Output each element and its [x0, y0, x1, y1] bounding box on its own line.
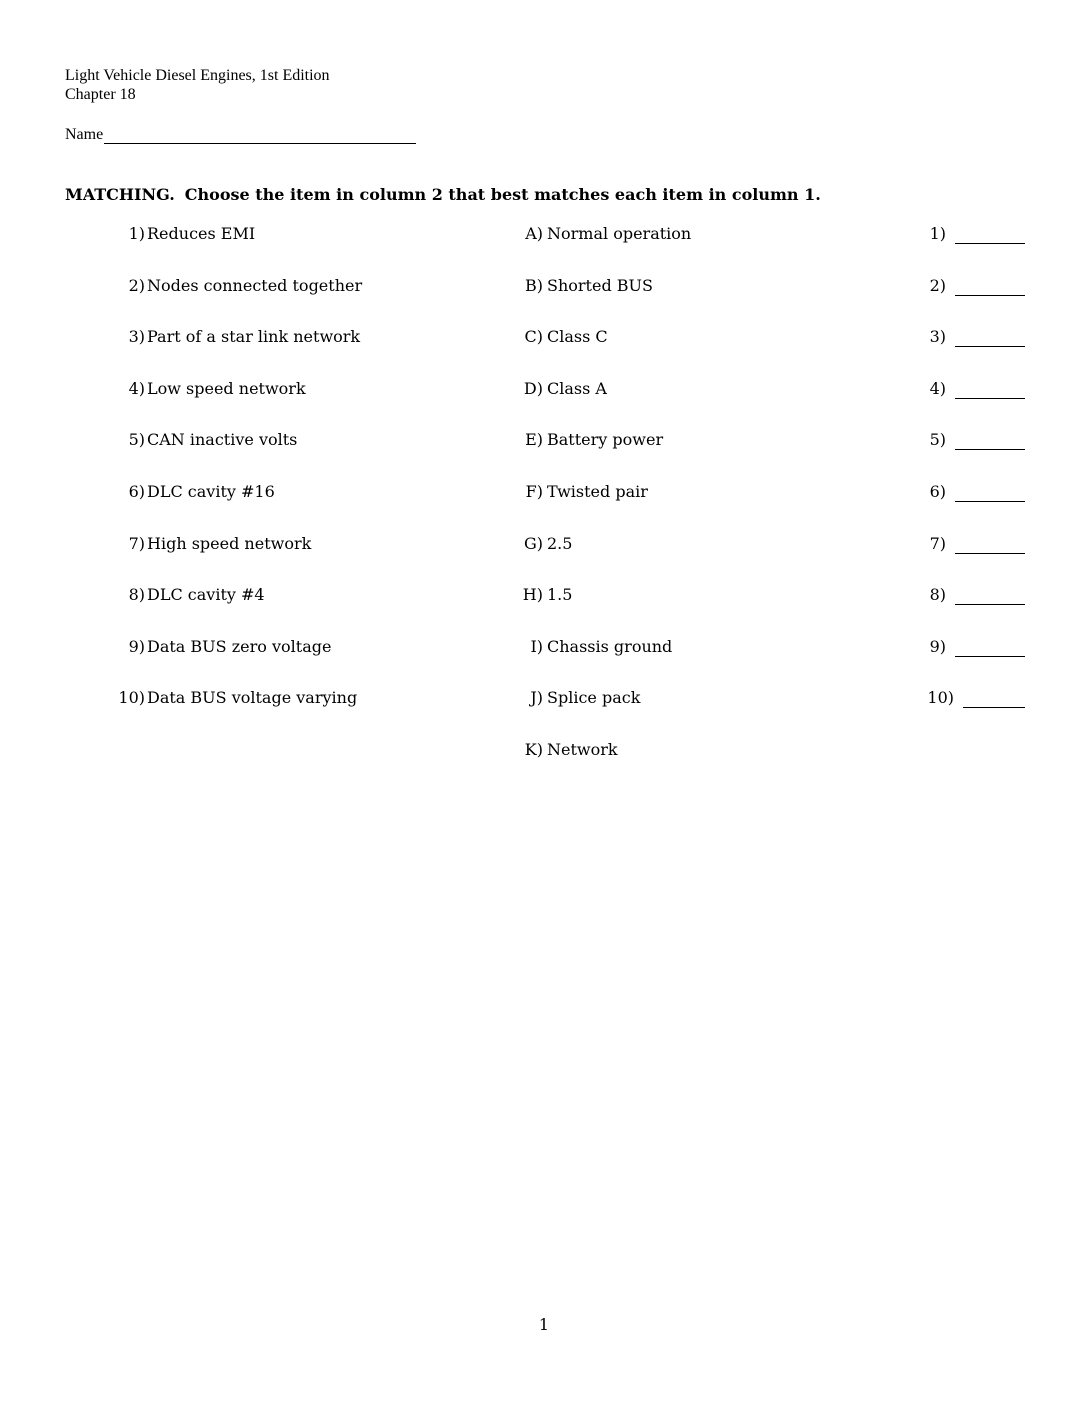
chapter-label: Chapter 18 — [65, 86, 136, 103]
answer-number: 7) — [929, 534, 946, 553]
column1-item-number: 5) — [128, 430, 145, 449]
column2-item-letter: K) — [524, 740, 543, 759]
column1-item-text: DLC cavity #4 — [147, 585, 265, 604]
column1-item-text: High speed network — [147, 534, 312, 553]
column2-item-text: Shorted BUS — [547, 276, 653, 295]
answer-blank-line[interactable] — [955, 243, 1025, 244]
answer-number: 1) — [929, 224, 946, 243]
column2-item-letter: J) — [530, 688, 543, 707]
column2-item-letter: D) — [523, 379, 543, 398]
column2-item-text: Chassis ground — [547, 637, 673, 656]
matching-row — [0, 585, 1088, 609]
matching-row — [0, 379, 1088, 403]
column1-item-text: Data BUS voltage varying — [147, 688, 358, 707]
matching-row — [0, 224, 1088, 248]
column1-item-text: Reduces EMI — [147, 224, 256, 243]
column2-item-text: Class A — [547, 379, 607, 398]
column1-item-text: Part of a star link network — [147, 327, 361, 346]
name-blank-line[interactable] — [104, 125, 416, 144]
column2-item-text: 1.5 — [547, 585, 573, 604]
column1-item-text: CAN inactive volts — [147, 430, 298, 449]
column2-item-letter: B) — [525, 276, 543, 295]
answer-blank-line[interactable] — [955, 501, 1025, 502]
column1-item-text: Data BUS zero voltage — [147, 637, 332, 656]
name-field-row — [65, 125, 416, 144]
document-header — [65, 66, 330, 104]
instructions-label: MATCHING. — [65, 185, 175, 204]
answer-number: 10) — [927, 688, 954, 707]
column1-item-number: 7) — [128, 534, 145, 553]
answer-number: 6) — [929, 482, 946, 501]
matching-row — [0, 637, 1088, 661]
matching-row — [0, 534, 1088, 558]
column1-item-number: 6) — [128, 482, 145, 501]
matching-row — [0, 327, 1088, 351]
column2-item-letter: H) — [522, 585, 543, 604]
instructions — [65, 185, 821, 204]
answer-blank-line[interactable] — [955, 656, 1025, 657]
answer-blank-line[interactable] — [963, 707, 1025, 708]
matching-row — [0, 688, 1088, 712]
answer-blank-line[interactable] — [955, 449, 1025, 450]
matching-row — [0, 740, 1088, 764]
column2-item-text: Splice pack — [547, 688, 641, 707]
column2-item-text: Normal operation — [547, 224, 692, 243]
column2-item-text: Twisted pair — [547, 482, 648, 501]
answer-number: 3) — [929, 327, 946, 346]
column1-item-text: Low speed network — [147, 379, 306, 398]
answer-blank-line[interactable] — [955, 346, 1025, 347]
answer-blank-line[interactable] — [955, 398, 1025, 399]
instructions-text: Choose the item in column 2 that best matches each item in column 1. — [184, 185, 821, 204]
answer-blank-line[interactable] — [955, 604, 1025, 605]
column1-item-text: Nodes connected together — [147, 276, 363, 295]
answer-number: 2) — [929, 276, 946, 295]
column1-item-number: 3) — [128, 327, 145, 346]
column2-item-text: Battery power — [547, 430, 664, 449]
column2-item-text: 2.5 — [547, 534, 573, 553]
column2-item-letter: C) — [524, 327, 543, 346]
matching-row — [0, 482, 1088, 506]
column1-item-number: 1) — [128, 224, 145, 243]
column2-item-text: Network — [547, 740, 618, 759]
column1-item-text: DLC cavity #16 — [147, 482, 275, 501]
column2-item-letter: G) — [523, 534, 543, 553]
page-number: 1 — [538, 1315, 550, 1334]
book-title: Light Vehicle Diesel Engines, 1st Edition — [65, 67, 330, 84]
column1-item-number: 9) — [128, 637, 145, 656]
column2-item-letter: E) — [525, 430, 543, 449]
answer-number: 9) — [929, 637, 946, 656]
answer-number: 4) — [929, 379, 946, 398]
column1-item-number: 10) — [118, 688, 145, 707]
answer-blank-line[interactable] — [955, 553, 1025, 554]
answer-blank-line[interactable] — [955, 295, 1025, 296]
name-label: Name — [65, 126, 104, 143]
answer-number: 5) — [929, 430, 946, 449]
answer-number: 8) — [929, 585, 946, 604]
column2-item-letter: F) — [525, 482, 543, 501]
column1-item-number: 4) — [128, 379, 145, 398]
column2-item-text: Class C — [547, 327, 608, 346]
matching-row — [0, 276, 1088, 300]
column2-item-letter: A) — [525, 224, 543, 243]
column2-item-letter: I) — [530, 637, 543, 656]
matching-row — [0, 430, 1088, 454]
column1-item-number: 8) — [128, 585, 145, 604]
column1-item-number: 2) — [128, 276, 145, 295]
